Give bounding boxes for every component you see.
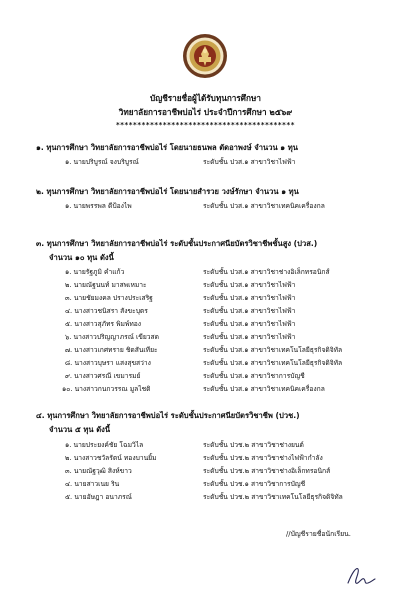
section-4-count: จำนวน ๕ ทุน ดังนี้ — [49, 425, 111, 434]
list-item: ๑. นายประยงค์ชัย โฉมวิไล ระดับชั้น ปวช.๒ สาขาวิชาช่างยนต์ — [65, 441, 304, 449]
list-item: ๔. นายสาวเนย ริน ระดับชั้น ปวช.๑ สาขาวิชาการบัญชี — [65, 480, 306, 488]
list-item: ๓. นายชัยมงคล ปรางประเสริฐ ระดับชั้น ปวส.๑ สาขาวิชาไฟฟ้า — [65, 294, 296, 302]
section-3-heading: ๓. ทุนการศึกษา วิทยาลัยการอาชีพบ่อไร่ ระดับชั้นประกาศนียบัตรวิชาชีพชั้นสูง (ปวส.) — [36, 239, 318, 248]
footer-note: //บัญชีรายชื่อนักเรียน. — [286, 530, 351, 538]
section-4-heading: ๔. ทุนการศึกษา วิทยาลัยการอาชีพบ่อไร่ ระดับชั้นประกาศนียบัตรวิชาชีพ (ปวช.) — [36, 411, 300, 420]
title-divider: ****************************************** — [116, 121, 295, 129]
list-item: ๑๐. นางสาวกนกวรรณ มูลไชติ ระดับชั้น ปวส.๑ สาขาวิชาเทคนิคเครื่องกล — [62, 385, 325, 393]
list-item: ๘. นางสาวบุษรา แสงสุขสว่าง ระดับชั้น ปวส.๑ สาขาวิชาเทคโนโลยีธุรกิจดิจิทัล — [65, 359, 343, 367]
signature-icon — [344, 563, 378, 589]
section-2-heading: ๒. ทุนการศึกษา วิทยาลัยการอาชีพบ่อไร่ โดยนายสำรวย วงษ์รักษา จำนวน ๑ ทุน — [36, 187, 299, 196]
college-seal-icon — [182, 33, 228, 79]
section-3-count: จำนวน ๑๐ ทุน ดังนี้ — [49, 253, 114, 262]
list-item: ๕. นางสาวสุภัทร พิมพ์ทอง ระดับชั้น ปวส.๑ สาขาวิชาไฟฟ้า — [65, 320, 296, 328]
list-item: ๖. นางสาวปริญญาภรณ์ เขียวสด ระดับชั้น ปวส.๑ สาขาวิชาไฟฟ้า — [65, 333, 296, 341]
list-item: ๓. นายณัฐวุฒิ สิงห์ขาว ระดับชั้น ปวช.๒ สาขาวิชาช่างอิเล็กทรอนิกส์ — [65, 467, 331, 475]
list-item: ๗. นางสาวเกศทราย ชิดสันเทียะ ระดับชั้น ปวส.๑ สาขาวิชาเทคโนโลยีธุรกิจดิจิทัล — [65, 346, 343, 354]
list-item: ๕. นายอัษฎา อนาภรณ์ ระดับชั้น ปวช.๒ สาขาวิชาเทคโนโลยีธุรกิจดิจิทัล — [65, 493, 343, 501]
section-1-heading: ๑. ทุนการศึกษา วิทยาลัยการอาชีพบ่อไร่ โดยนายธนพล ตัดอาพงษ์ จำนวน ๑ ทุน — [36, 143, 298, 152]
document-subtitle: วิทยาลัยการอาชีพบ่อไร่ ประจำปีการศึกษา ๒๕๖๙ — [118, 107, 293, 117]
list-item: ๙. นางสาวศรณี เขมารมย์ ระดับชั้น ปวส.๑ สาขาวิชาการบัญชี — [65, 372, 305, 380]
list-item: ๑. นายปริบูรณ์ จงบริบูรณ์ ระดับชั้น ปวส.๑ สาขาวิชาไฟฟ้า — [65, 158, 296, 166]
list-item: ๒. นายณัฐนนท์ มาสพเหมาะ ระดับชั้น ปวส.๑ สาขาวิชาไฟฟ้า — [65, 281, 296, 289]
list-item: ๑. นายพรรพล ดีป้องไพ ระดับชั้น ปวส.๑ สาขาวิชาเทคนิคเครื่องกล — [65, 202, 325, 210]
document-title: บัญชีรายชื่อผู้ได้รับทุนการศึกษา — [150, 93, 261, 103]
list-item: ๔. นางสาวชนิสรา สังขะบุตร ระดับชั้น ปวส.๑ สาขาวิชาไฟฟ้า — [65, 307, 296, 315]
list-item: ๒. นางสาวชวัลรัตน์ ทองบานยิ้ม ระดับชั้น ปวช.๒ สาขาวิชาช่างไฟฟ้ากำลัง — [65, 454, 323, 462]
list-item: ๑. นายรัฐภูมิ คำแก้ว ระดับชั้น ปวส.๑ สาขาวิชาช่างอิเล็กทรอนิกส์ — [65, 268, 330, 276]
